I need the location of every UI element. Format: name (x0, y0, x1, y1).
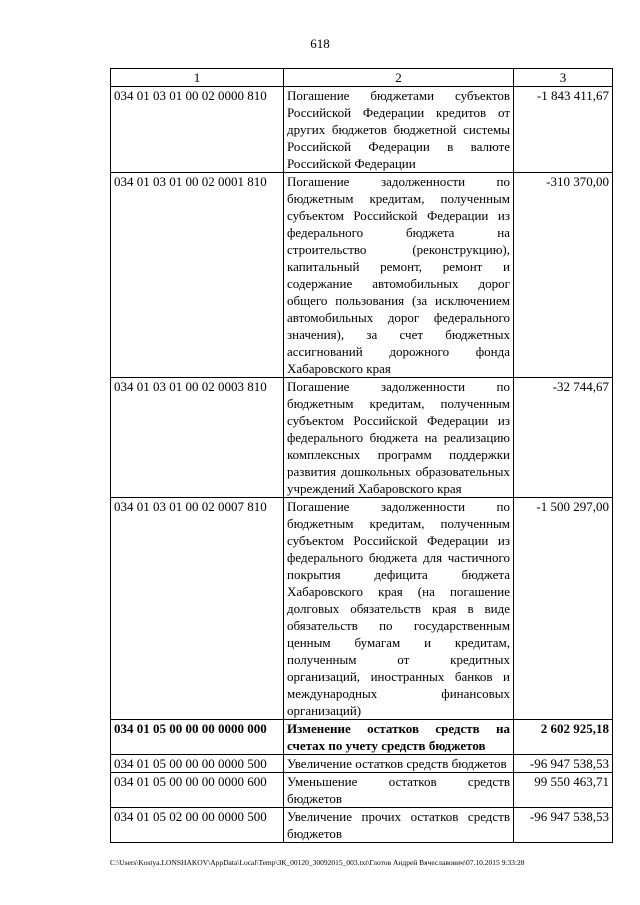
item-name: Увеличение остатков средств бюджетов (284, 755, 514, 773)
budget-code: 034 01 03 01 00 02 0007 810 (111, 498, 284, 720)
table-row (111, 173, 613, 378)
item-amount: -1 500 297,00 (514, 498, 613, 720)
column-number-2: 2 (284, 69, 514, 87)
budget-code: 034 01 05 02 00 00 0000 500 (111, 808, 284, 843)
item-name: Погашение задолженности по бюджетным кредитам, полученным субъектом Российской Федерации из федерального бюджета на реализацию комплексных программ поддержки развития дошкольных образовательных учреждений Хабаровского края (284, 378, 514, 498)
item-amount: 99 550 463,71 (514, 773, 613, 808)
budget-table (110, 68, 613, 843)
table-row (111, 773, 613, 808)
table-row (111, 755, 613, 773)
item-amount: -310 370,00 (514, 173, 613, 378)
item-name: Погашение задолженности по бюджетным кредитам, полученным субъектом Российской Федерации из федерального бюджета на строительство (реконструкцию), капитальный ремонт, ремонт и содержание автомобильных дорог общего пользования (за исключением автомобильных дорог федерального значения), за счет бюджетных ассигнований дорожного фонда Хабаровского края (284, 173, 514, 378)
item-name: Погашение задолженности по бюджетным кредитам, полученным субъектом Российской Федерации из федерального бюджета для частичного покрытия дефицита бюджета Хабаровского края (на погашение долговых обязательств края в виде обязательств по государственным ценным бумагам и кредитам, полученным от кредитных организаций, иностранных банков и международных финансовых организаций) (284, 498, 514, 720)
budget-code: 034 01 03 01 00 02 0000 810 (111, 87, 284, 173)
table-row (111, 378, 613, 498)
budget-code: 034 01 03 01 00 02 0003 810 (111, 378, 284, 498)
table-header-row (111, 69, 613, 87)
page-number: 618 (310, 36, 330, 51)
table-row (111, 87, 613, 173)
file-path-footer: C:\Users\Kostya.LONSHAKOV\AppData\Local\Temp\ЗК_00120_30092015_003.txt\Глотов Андрей Вячеславович\07.10.2015 9:33:28 (110, 858, 525, 867)
item-name: Уменьшение остатков средств бюджетов (284, 773, 514, 808)
column-number-1: 1 (111, 69, 284, 87)
table-row (111, 808, 613, 843)
item-amount: 2 602 925,18 (514, 720, 613, 755)
table-row-total (111, 720, 613, 755)
budget-code: 034 01 05 00 00 00 0000 600 (111, 773, 284, 808)
table-row (111, 498, 613, 720)
column-number-3: 3 (514, 69, 613, 87)
item-amount: -32 744,67 (514, 378, 613, 498)
budget-code: 034 01 05 00 00 00 0000 000 (111, 720, 284, 755)
budget-code: 034 01 03 01 00 02 0001 810 (111, 173, 284, 378)
budget-code: 034 01 05 00 00 00 0000 500 (111, 755, 284, 773)
item-amount: -1 843 411,67 (514, 87, 613, 173)
item-name: Увеличение прочих остатков средств бюджетов (284, 808, 514, 843)
item-name: Погашение бюджетами субъектов Российской Федерации кредитов от других бюджетов бюджетной системы Российской Федерации в валюте Российской Федерации (284, 87, 514, 173)
item-name: Изменение остатков средств на счетах по учету средств бюджетов (284, 720, 514, 755)
item-amount: -96 947 538,53 (514, 808, 613, 843)
item-amount: -96 947 538,53 (514, 755, 613, 773)
